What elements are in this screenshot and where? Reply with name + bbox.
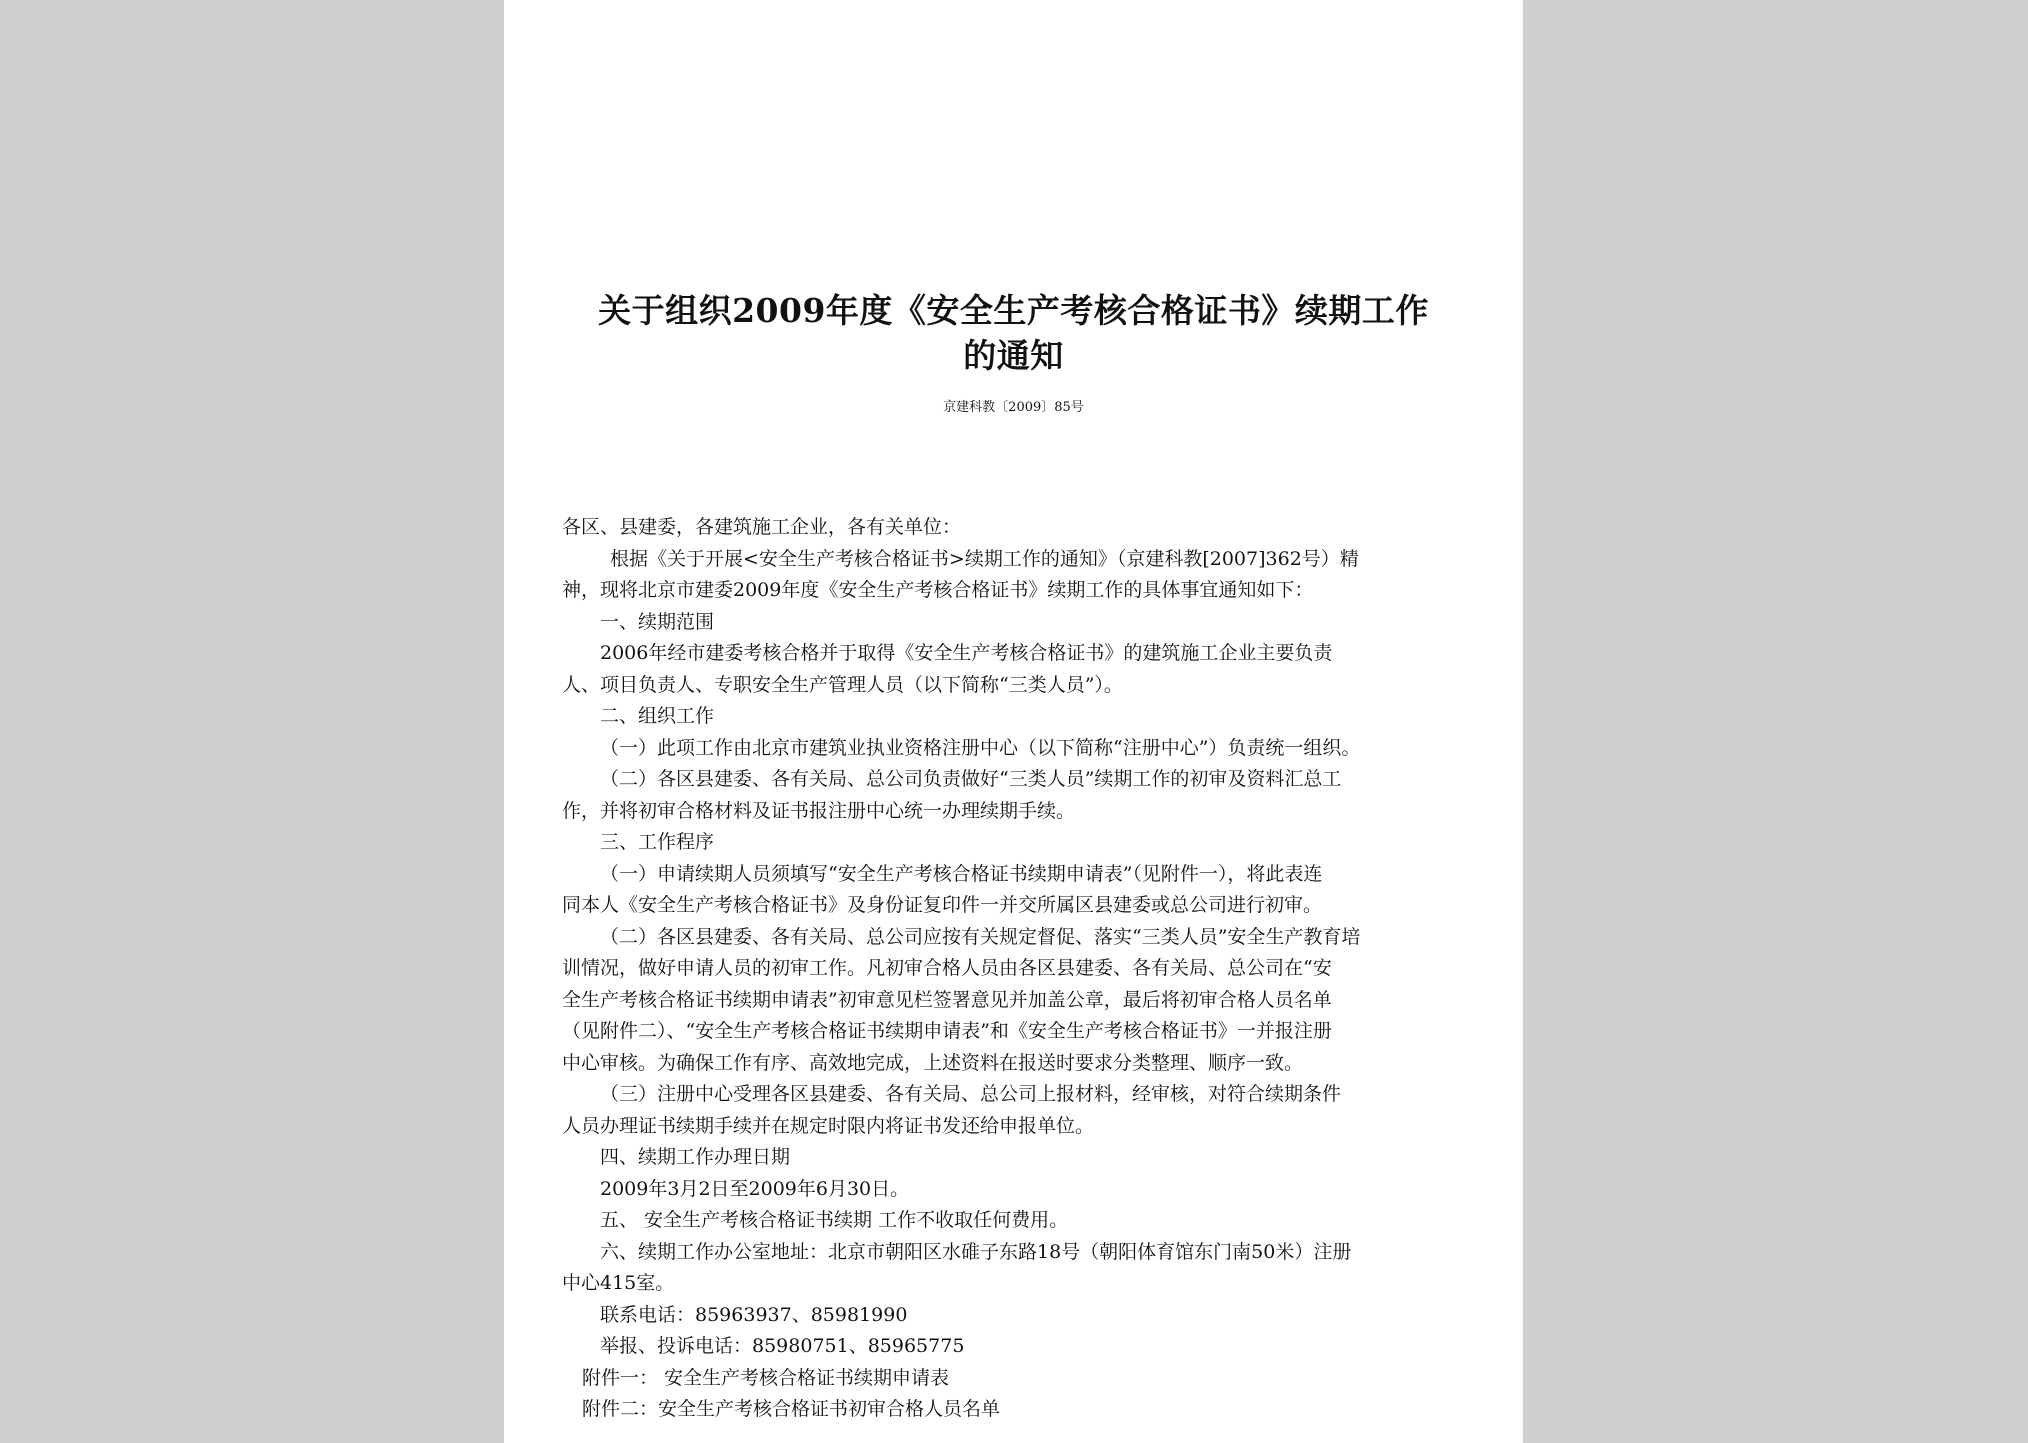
attachment-1: 附件一： 安全生产考核合格证书续期申请表 — [582, 1366, 950, 1389]
paragraph-line: 全生产考核合格证书续期申请表”初审意见栏签署意见并加盖公章，最后将初审合格人员名单 — [562, 988, 1332, 1011]
document-number: 京建科教〔2009〕85号 — [943, 400, 1084, 415]
section-heading: 一、续期范围 — [600, 610, 715, 633]
paragraph-line: （一）此项工作由北京市建筑业执业资格注册中心（以下简称“注册中心”）负责统一组织。 — [600, 736, 1361, 759]
paragraph-line: 神，现将北京市建委2009年度《安全生产考核合格证书》续期工作的具体事宜通知如下： — [562, 579, 1314, 601]
paragraph-line: 根据《关于开展<安全生产考核合格证书>续期工作的通知》（京建科教[2007]362号）精 — [610, 547, 1359, 570]
section-heading: 二、组织工作 — [600, 705, 715, 727]
paragraph-line: 中心审核。为确保工作有序、高效地完成，上述资料在报送时要求分类整理、顺序一致。 — [562, 1051, 1304, 1074]
paragraph-line: 人员办理证书续期手续并在规定时限内将证书发还给申报单位。 — [562, 1114, 1095, 1137]
contact-phone: 联系电话：85963937、85981990 — [600, 1303, 908, 1326]
paragraph-line: （二）各区县建委、各有关局、总公司应按有关规定督促、落实“三类人员”安全生产教育培 — [600, 925, 1361, 948]
paragraph-line: 同本人《安全生产考核合格证书》及身份证复印件一并交所属区县建委或总公司进行初审。 — [562, 894, 1323, 916]
title-line-2: 的通知 — [963, 336, 1064, 375]
salutation: 各区、县建委，各建筑施工企业，各有关单位： — [562, 516, 962, 538]
document-page — [504, 0, 1523, 1443]
complaint-phone: 举报、投诉电话：85980751、85965775 — [600, 1335, 965, 1357]
paragraph-line: 作，并将初审合格材料及证书报注册中心统一办理续期手续。 — [562, 799, 1076, 822]
paragraph-line: 2006年经市建委考核合格并于取得《安全生产考核合格证书》的建筑施工企业主要负责 — [600, 642, 1333, 664]
paragraph-line: （二）各区县建委、各有关局、总公司负责做好“三类人员”续期工作的初审及资料汇总工 — [600, 768, 1342, 790]
section-heading: 四、续期工作办理日期 — [600, 1146, 791, 1168]
paragraph-line: 2009年3月2日至2009年6月30日。 — [600, 1177, 910, 1200]
title-line-1: 关于组织2009年度《安全生产考核合格证书》续期工作 — [598, 291, 1429, 330]
section-heading: 五、 安全生产考核合格证书续期 工作不收取任何费用。 — [600, 1209, 1069, 1231]
paragraph-line: （三）注册中心受理各区县建委、各有关局、总公司上报材料，经审核，对符合续期条件 — [600, 1083, 1342, 1105]
paragraph-line: （一）申请续期人员须填写“安全生产考核合格证书续期申请表”（见附件一），将此表连 — [600, 862, 1323, 885]
paragraph-line: 中心415室。 — [562, 1272, 675, 1294]
attachment-2: 附件二：安全生产考核合格证书初审合格人员名单 — [582, 1398, 1001, 1420]
paragraph-line: 训情况，做好申请人员的初审工作。凡初审合格人员由各区县建委、各有关局、总公司在“安 — [562, 957, 1332, 979]
document-title — [504, 288, 1523, 378]
paragraph-line: （见附件二）、“安全生产考核合格证书续期申请表”和《安全生产考核合格证书》一并报注册 — [562, 1020, 1332, 1042]
paragraph-line: 六、续期工作办公室地址：北京市朝阳区水碓子东路18号（朝阳体育馆东门南50米）注册 — [600, 1240, 1352, 1263]
section-heading: 三、工作程序 — [600, 831, 715, 853]
paragraph-line: 人、项目负责人、专职安全生产管理人员（以下简称“三类人员”）。 — [562, 673, 1123, 696]
document-body — [562, 512, 1460, 1426]
